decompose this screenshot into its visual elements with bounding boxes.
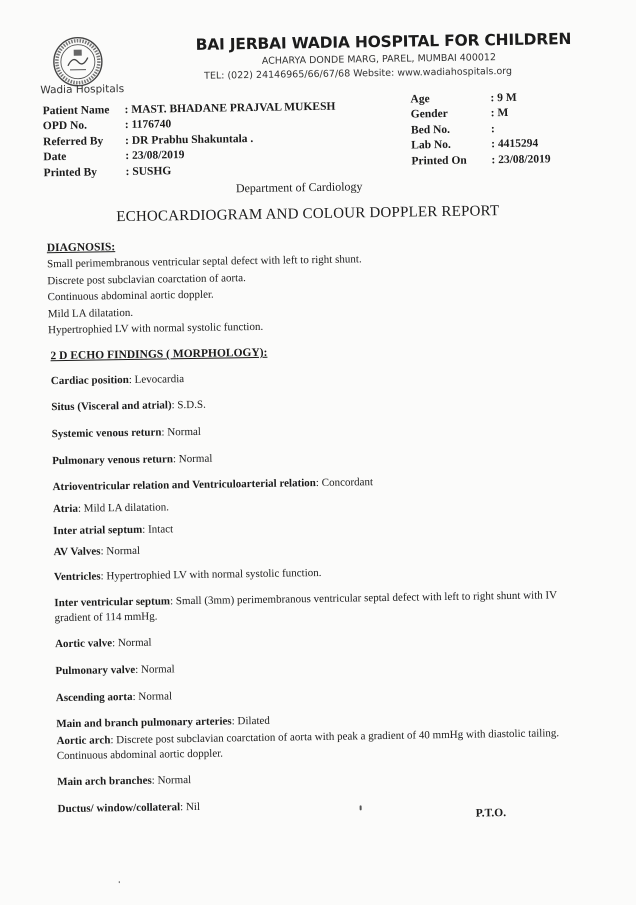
field-label: Bed No. <box>410 123 451 137</box>
finding-situs: Situs (Visceral and atrial): S.D.S. <box>51 398 206 414</box>
opd-number: : 1176740 <box>124 118 172 132</box>
finding-label: Aortic valve <box>54 637 113 651</box>
hospital-address: ACHARYA DONDE MARG, PAREL, MUMBAI 400012 <box>261 52 497 67</box>
diagnosis-heading: DIAGNOSIS: <box>46 241 116 255</box>
finding-label: Ascending aorta <box>55 690 133 705</box>
finding-label: Pulmonary valve <box>55 663 136 678</box>
printed-by: : SUSHG <box>125 164 172 178</box>
gender: : M <box>490 107 509 120</box>
scan-speck <box>119 881 120 883</box>
printed-on: : 23/08/2019 <box>491 152 551 166</box>
finding-value: Normal <box>103 544 141 558</box>
age: : 9 M <box>490 91 517 105</box>
printed-by-row <box>44 161 337 181</box>
diagnosis-line: Hypertrophied LV with normal systolic function. <box>47 321 264 337</box>
finding-label: Cardiac position <box>50 373 129 388</box>
finding-label: Inter atrial septum <box>53 523 143 538</box>
finding-label: Aortic arch <box>56 734 111 748</box>
bed-number: : <box>490 122 495 136</box>
finding-label: Systemic venous return <box>51 426 162 441</box>
printed-on-row <box>411 152 550 170</box>
finding-av-va-relation: Atrioventricular relation and Ventriculoarterial relation: Concordant <box>52 476 374 494</box>
finding-value: S.D.S. <box>174 398 206 412</box>
finding-systemic-venous: Systemic venous return: Normal <box>51 425 202 441</box>
finding-value: Dilated <box>234 714 270 728</box>
finding-value: Mild LA dilatation. <box>80 501 170 515</box>
patient-name: : MAST. BHADANE PRAJVAL MUKESH <box>124 100 336 116</box>
report-date: : 23/08/2019 <box>125 149 185 163</box>
finding-value: Normal <box>135 690 173 703</box>
report-title: ECHOCARDIOGRAM AND COLOUR DOPPLER REPORT <box>116 203 500 226</box>
finding-inter-ventricular-septum: Inter ventricular septum: Small (3mm) perimembranous ventricular septal defect with left to right shunt with IV gradient of 114 mmHg. <box>54 589 557 624</box>
lab-number: : 4415294 <box>491 137 539 151</box>
field-label: Date <box>43 151 67 164</box>
diagnosis-line: Mild LA dilatation. <box>47 306 134 321</box>
finding-label: AV Valves <box>53 545 101 559</box>
logo-caption: Wadia Hospitals <box>40 83 125 97</box>
field-label: Printed By <box>43 166 98 179</box>
finding-label: Main arch branches <box>57 774 152 789</box>
patient-info-right <box>410 90 550 169</box>
finding-pulmonary-arteries: Main and branch pulmonary arteries: Dilated <box>56 714 270 731</box>
finding-atria: Atria: Mild LA dilatation. <box>52 501 170 516</box>
finding-label: Pulmonary venous return <box>52 453 174 468</box>
field-label: OPD No. <box>42 119 88 133</box>
finding-label: Inter ventricular septum <box>54 595 171 610</box>
finding-value: Intact <box>145 523 174 536</box>
finding-value: Normal <box>175 452 213 466</box>
diagnosis-line: Continuous abdominal aortic doppler. <box>47 288 214 304</box>
finding-label: Atria <box>52 502 79 516</box>
finding-ductus: Ductus/ window/collateral: Nil <box>57 800 201 816</box>
pto-label: P.T.O. <box>475 807 507 820</box>
field-label: Printed On <box>411 154 467 168</box>
finding-value: Concordant <box>318 476 374 489</box>
finding-ascending-aorta: Ascending aorta: Normal <box>55 690 173 705</box>
finding-label: Atrioventricular relation and Ventriculoarterial relation <box>52 477 316 494</box>
diagnosis-list <box>47 251 363 339</box>
finding-pulmonary-valve: Pulmonary valve: Normal <box>55 663 175 678</box>
finding-label: Main and branch pulmonary arteries <box>56 715 232 731</box>
field-label: Age <box>410 93 430 106</box>
finding-value: Normal <box>115 636 152 650</box>
finding-aortic-arch: Aortic arch: Discrete post subclavian coarctation of aorta with peak a gradient of 40 mmHg with diastolic tailing. Continuous abdominal aortic doppler. <box>56 727 560 762</box>
field-label: Lab No. <box>411 139 451 152</box>
finding-value: Nil <box>183 800 201 814</box>
field-label: Referred By <box>43 135 104 149</box>
referred-by: : DR Prabhu Shakuntala . <box>125 132 254 147</box>
hospital-contact: TEL: (022) 24146965/66/67/68 Website: www.wadiahospitals.org <box>204 65 513 82</box>
field-label: Gender <box>410 108 448 121</box>
department: Department of Cardiology <box>235 179 363 196</box>
finding-value: Small (3mm) perimembranous ventricular septal defect with left to right shunt with IV gradient of 114 mmHg. <box>54 589 557 624</box>
finding-aortic-valve: Aortic valve: Normal <box>54 636 152 651</box>
patient-info-left <box>43 100 337 182</box>
finding-value: Levocardia <box>131 373 185 386</box>
finding-value: Normal <box>138 663 175 676</box>
findings-heading: 2 D ECHO FINDINGS ( MORPHOLOGY): <box>50 346 268 363</box>
finding-av-valves: AV Valves: Normal <box>53 544 141 559</box>
scan-speck <box>360 805 362 810</box>
finding-ventricles: Ventricles: Hypertrophied LV with normal systolic function. <box>53 566 322 584</box>
diagnosis-line: Discrete post subclavian coarctation of aorta. <box>47 271 246 287</box>
finding-main-arch-branches: Main arch branches: Normal <box>57 774 192 789</box>
finding-value: Normal <box>164 425 202 439</box>
finding-label: Ventricles <box>53 570 101 584</box>
finding-label: Ductus/ window/collateral <box>57 801 181 816</box>
hospital-logo-icon <box>51 35 104 88</box>
finding-value: Hypertrophied LV with normal systolic function. <box>103 566 322 583</box>
finding-inter-atrial-septum: Inter atrial septum: Intact <box>53 523 174 538</box>
hospital-name: BAI JERBAI WADIA HOSPITAL FOR CHILDREN <box>195 29 572 54</box>
finding-label: Situs (Visceral and atrial) <box>51 399 172 414</box>
field-label: Patient Name <box>42 104 110 118</box>
finding-value: Discrete post subclavian coarctation of aorta with peak a gradient of 40 mmHg with diastolic tailing. Continuous abdominal aortic doppler. <box>56 727 560 762</box>
finding-value: Normal <box>154 774 192 787</box>
finding-pulmonary-venous: Pulmonary venous return: Normal <box>52 452 213 468</box>
diagnosis-line: Small perimembranous ventricular septal defect with left to right shunt. <box>46 253 362 271</box>
finding-cardiac-position: Cardiac position: Levocardia <box>50 373 185 388</box>
